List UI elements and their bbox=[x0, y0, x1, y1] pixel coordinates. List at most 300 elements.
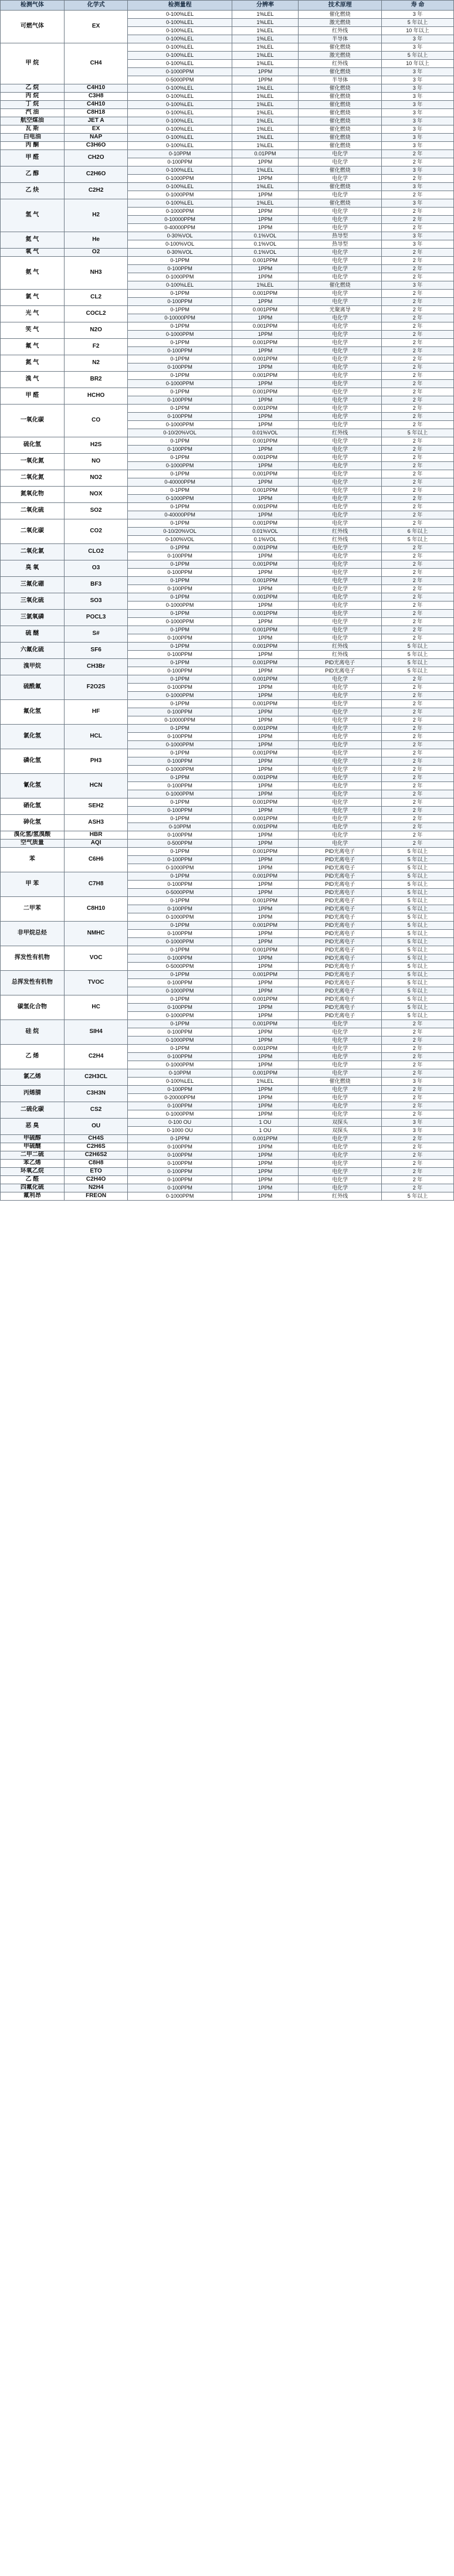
cell-technology: 电化学 bbox=[299, 191, 382, 199]
cell-lifetime: 2 年 bbox=[382, 577, 454, 585]
cell-resolution: 0.001PPM bbox=[232, 437, 298, 446]
table-row bbox=[1, 946, 454, 954]
cell-range: 0-100PPM bbox=[128, 733, 232, 741]
cell-range: 0-1000PPM bbox=[128, 790, 232, 798]
cell-formula: C4H10 bbox=[64, 84, 128, 93]
cell-resolution: 0.001PPM bbox=[232, 815, 298, 823]
cell-gas: 乙 烯 bbox=[1, 1045, 65, 1069]
cell-resolution: 1%LEL bbox=[232, 183, 298, 191]
cell-resolution: 1PPM bbox=[232, 1192, 298, 1201]
cell-formula: CH3Br bbox=[64, 659, 128, 675]
cell-range: 0-1PPM bbox=[128, 577, 232, 585]
cell-gas: 二甲二硫 bbox=[1, 1151, 65, 1160]
cell-range: 0-100PPM bbox=[128, 1184, 232, 1192]
table-row bbox=[1, 101, 454, 109]
cell-lifetime: 2 年 bbox=[382, 610, 454, 618]
cell-resolution: 1PPM bbox=[232, 741, 298, 749]
cell-resolution: 1PPM bbox=[232, 684, 298, 692]
cell-formula: EX bbox=[64, 125, 128, 134]
cell-range: 0-100%LEL bbox=[128, 43, 232, 52]
cell-resolution: 0.001PPM bbox=[232, 257, 298, 265]
cell-technology: 电化学 bbox=[299, 290, 382, 298]
cell-technology: 催化燃烧 bbox=[299, 142, 382, 150]
cell-lifetime: 2 年 bbox=[382, 421, 454, 429]
cell-range: 0-100 OU bbox=[128, 1119, 232, 1127]
cell-formula: POCL3 bbox=[64, 610, 128, 626]
cell-technology: 电化学 bbox=[299, 363, 382, 372]
cell-range: 0-100PPM bbox=[128, 1086, 232, 1094]
table-row bbox=[1, 1135, 454, 1143]
cell-technology: 电化学 bbox=[299, 331, 382, 339]
cell-lifetime: 5 年以上 bbox=[382, 938, 454, 946]
table-row bbox=[1, 675, 454, 684]
cell-resolution: 1%LEL bbox=[232, 93, 298, 101]
cell-technology: 红外线 bbox=[299, 651, 382, 659]
cell-technology: 电化学 bbox=[299, 216, 382, 224]
cell-resolution: 1PPM bbox=[232, 938, 298, 946]
table-row bbox=[1, 872, 454, 881]
cell-lifetime: 5 年以上 bbox=[382, 848, 454, 856]
cell-formula: HBR bbox=[64, 831, 128, 840]
cell-technology: 电化学 bbox=[299, 446, 382, 454]
cell-technology: 电化学 bbox=[299, 1184, 382, 1192]
cell-lifetime: 2 年 bbox=[382, 552, 454, 560]
cell-lifetime: 2 年 bbox=[382, 1135, 454, 1143]
cell-resolution: 1%LEL bbox=[232, 281, 298, 290]
cell-resolution: 1%LEL bbox=[232, 117, 298, 125]
cell-lifetime: 5 年以上 bbox=[382, 1192, 454, 1201]
cell-technology: 电化学 bbox=[299, 421, 382, 429]
cell-gas: 乙 烷 bbox=[1, 84, 65, 93]
cell-resolution: 1PPM bbox=[232, 733, 298, 741]
header-lifetime: 寿 命 bbox=[382, 1, 454, 11]
cell-gas: 非甲烷总烃 bbox=[1, 922, 65, 946]
cell-resolution: 0.001PPM bbox=[232, 675, 298, 684]
cell-resolution: 1%LEL bbox=[232, 84, 298, 93]
table-row bbox=[1, 1102, 454, 1110]
cell-lifetime: 2 年 bbox=[382, 544, 454, 552]
cell-range: 0-100PPM bbox=[128, 930, 232, 938]
cell-range: 0-1PPM bbox=[128, 659, 232, 667]
cell-range: 0-100%LEL bbox=[128, 1078, 232, 1086]
cell-range: 0-1PPM bbox=[128, 257, 232, 265]
cell-lifetime: 3 年 bbox=[382, 84, 454, 93]
cell-range: 0-1PPM bbox=[128, 725, 232, 733]
cell-resolution: 0.001PPM bbox=[232, 388, 298, 396]
cell-technology: 催化燃烧 bbox=[299, 281, 382, 290]
cell-range: 0-100PPM bbox=[128, 1176, 232, 1184]
cell-resolution: 1PPM bbox=[232, 413, 298, 421]
table-row bbox=[1, 995, 454, 1004]
cell-resolution: 1 OU bbox=[232, 1119, 298, 1127]
cell-lifetime: 5 年以上 bbox=[382, 946, 454, 954]
cell-lifetime: 5 年以上 bbox=[382, 963, 454, 971]
cell-resolution: 1PPM bbox=[232, 1168, 298, 1176]
cell-resolution: 1PPM bbox=[232, 979, 298, 987]
cell-range: 0-1000PPM bbox=[128, 191, 232, 199]
cell-range: 0-1PPM bbox=[128, 339, 232, 347]
cell-lifetime: 2 年 bbox=[382, 1086, 454, 1094]
cell-technology: 电化学 bbox=[299, 413, 382, 421]
cell-formula: S# bbox=[64, 626, 128, 643]
cell-resolution: 1%LEL bbox=[232, 19, 298, 27]
cell-lifetime: 2 年 bbox=[382, 618, 454, 626]
cell-range: 0-100PPM bbox=[128, 158, 232, 166]
cell-resolution: 0.001PPM bbox=[232, 519, 298, 528]
cell-range: 0-10/20%VOL bbox=[128, 429, 232, 437]
cell-lifetime: 2 年 bbox=[382, 1143, 454, 1151]
table-row bbox=[1, 43, 454, 52]
table-row bbox=[1, 1168, 454, 1176]
cell-range: 0-100%LEL bbox=[128, 93, 232, 101]
table-row bbox=[1, 93, 454, 101]
cell-technology: 电化学 bbox=[299, 757, 382, 766]
cell-lifetime: 2 年 bbox=[382, 446, 454, 454]
cell-resolution: 0.001PPM bbox=[232, 897, 298, 905]
cell-formula: N2O bbox=[64, 322, 128, 339]
cell-range: 0-1PPM bbox=[128, 503, 232, 511]
cell-resolution: 1PPM bbox=[232, 191, 298, 199]
cell-technology: 电化学 bbox=[299, 1110, 382, 1119]
cell-gas: 航空煤油 bbox=[1, 117, 65, 125]
cell-technology: 红外线 bbox=[299, 60, 382, 68]
cell-lifetime: 5 年以上 bbox=[382, 856, 454, 864]
cell-range: 0-100PPM bbox=[128, 634, 232, 643]
cell-resolution: 1PPM bbox=[232, 766, 298, 774]
cell-lifetime: 3 年 bbox=[382, 101, 454, 109]
cell-gas: 四氟化硫 bbox=[1, 1184, 65, 1192]
cell-range: 0-100%LEL bbox=[128, 117, 232, 125]
header-gas: 检测气体 bbox=[1, 1, 65, 11]
cell-formula: VOC bbox=[64, 946, 128, 971]
cell-range: 0-1000PPM bbox=[128, 987, 232, 995]
cell-resolution: 1PPM bbox=[232, 1012, 298, 1020]
cell-resolution: 1PPM bbox=[232, 462, 298, 470]
cell-lifetime: 2 年 bbox=[382, 831, 454, 840]
cell-resolution: 1PPM bbox=[232, 807, 298, 815]
header-resolution: 分辨率 bbox=[232, 1, 298, 11]
cell-range: 0-10000PPM bbox=[128, 216, 232, 224]
cell-technology: 电化学 bbox=[299, 1028, 382, 1036]
cell-technology: 电化学 bbox=[299, 1020, 382, 1028]
cell-resolution: 0.001PPM bbox=[232, 577, 298, 585]
table-row bbox=[1, 840, 454, 848]
cell-formula: F2 bbox=[64, 339, 128, 355]
cell-lifetime: 2 年 bbox=[382, 454, 454, 462]
cell-resolution: 1PPM bbox=[232, 76, 298, 84]
cell-technology: 电化学 bbox=[299, 840, 382, 848]
cell-resolution: 1PPM bbox=[232, 913, 298, 922]
cell-resolution: 0.001PPM bbox=[232, 290, 298, 298]
cell-formula: C2H6O bbox=[64, 166, 128, 183]
cell-lifetime: 2 年 bbox=[382, 306, 454, 314]
cell-range: 0-100%LEL bbox=[128, 199, 232, 208]
cell-formula: C8H18 bbox=[64, 109, 128, 117]
cell-lifetime: 2 年 bbox=[382, 158, 454, 166]
table-row bbox=[1, 519, 454, 528]
cell-lifetime: 3 年 bbox=[382, 125, 454, 134]
cell-resolution: 1PPM bbox=[232, 224, 298, 232]
cell-resolution: 1%LEL bbox=[232, 52, 298, 60]
cell-resolution: 1%LEL bbox=[232, 43, 298, 52]
cell-technology: PID光离电子 bbox=[299, 963, 382, 971]
cell-resolution: 1PPM bbox=[232, 1061, 298, 1069]
cell-lifetime: 2 年 bbox=[382, 150, 454, 158]
cell-formula: SIH4 bbox=[64, 1020, 128, 1045]
cell-range: 0-100PPM bbox=[128, 1053, 232, 1061]
cell-resolution: 0.001PPM bbox=[232, 700, 298, 708]
cell-range: 0-1PPM bbox=[128, 322, 232, 331]
cell-lifetime: 3 年 bbox=[382, 142, 454, 150]
cell-range: 0-1PPM bbox=[128, 290, 232, 298]
cell-lifetime: 2 年 bbox=[382, 1028, 454, 1036]
table-row bbox=[1, 183, 454, 191]
table-header-row bbox=[1, 1, 454, 11]
cell-range: 0-100PPM bbox=[128, 757, 232, 766]
cell-resolution: 0.001PPM bbox=[232, 659, 298, 667]
cell-resolution: 1PPM bbox=[232, 298, 298, 306]
cell-gas: 三氯氧磷 bbox=[1, 610, 65, 626]
cell-resolution: 1PPM bbox=[232, 216, 298, 224]
cell-gas: 光 气 bbox=[1, 306, 65, 322]
cell-resolution: 0.001PPM bbox=[232, 405, 298, 413]
cell-technology: 电化学 bbox=[299, 577, 382, 585]
cell-range: 0-1000PPM bbox=[128, 273, 232, 281]
cell-range: 0-100%LEL bbox=[128, 125, 232, 134]
cell-resolution: 1%LEL bbox=[232, 142, 298, 150]
cell-resolution: 0.001PPM bbox=[232, 1045, 298, 1053]
cell-resolution: 0.01PPM bbox=[232, 150, 298, 158]
cell-resolution: 0.001PPM bbox=[232, 372, 298, 380]
cell-lifetime: 2 年 bbox=[382, 569, 454, 577]
cell-range: 0-100PPM bbox=[128, 413, 232, 421]
cell-technology: 电化学 bbox=[299, 725, 382, 733]
cell-gas: 甲 苯 bbox=[1, 872, 65, 897]
table-row bbox=[1, 1151, 454, 1160]
cell-gas: 磷化氢 bbox=[1, 749, 65, 774]
cell-lifetime: 3 年 bbox=[382, 43, 454, 52]
cell-technology: 电化学 bbox=[299, 150, 382, 158]
cell-range: 0-40000PPM bbox=[128, 511, 232, 519]
cell-formula: N2 bbox=[64, 355, 128, 372]
cell-gas: 溴化氢/氢溴酸 bbox=[1, 831, 65, 840]
cell-range: 0-1PPM bbox=[128, 815, 232, 823]
cell-technology: PID光离电子 bbox=[299, 995, 382, 1004]
table-row bbox=[1, 11, 454, 19]
cell-range: 0-100PPM bbox=[128, 298, 232, 306]
cell-formula: H2S bbox=[64, 437, 128, 454]
cell-range: 0-100PPM bbox=[128, 684, 232, 692]
cell-technology: PID光离电子 bbox=[299, 848, 382, 856]
cell-technology: 催化燃烧 bbox=[299, 125, 382, 134]
cell-range: 0-100%LEL bbox=[128, 52, 232, 60]
cell-range: 0-1PPM bbox=[128, 355, 232, 363]
cell-range: 0-5000PPM bbox=[128, 76, 232, 84]
cell-lifetime: 3 年 bbox=[382, 109, 454, 117]
cell-range: 0-100%LEL bbox=[128, 142, 232, 150]
cell-range: 0-100%LEL bbox=[128, 281, 232, 290]
cell-lifetime: 3 年 bbox=[382, 1078, 454, 1086]
cell-gas: 甲 烷 bbox=[1, 43, 65, 84]
cell-formula: FREON bbox=[64, 1192, 128, 1201]
cell-range: 0-100PPM bbox=[128, 1160, 232, 1168]
cell-range: 0-1000PPM bbox=[128, 1061, 232, 1069]
cell-resolution: 1PPM bbox=[232, 1151, 298, 1160]
table-row bbox=[1, 84, 454, 93]
cell-resolution: 1PPM bbox=[232, 208, 298, 216]
cell-gas: 恶 臭 bbox=[1, 1119, 65, 1135]
cell-technology: 电化学 bbox=[299, 700, 382, 708]
cell-range: 0-100PPM bbox=[128, 856, 232, 864]
cell-resolution: 0.001PPM bbox=[232, 643, 298, 651]
cell-range: 0-100PPM bbox=[128, 807, 232, 815]
cell-technology: 电化学 bbox=[299, 405, 382, 413]
cell-lifetime: 5 年以上 bbox=[382, 971, 454, 979]
cell-range: 0-5000PPM bbox=[128, 889, 232, 897]
cell-resolution: 0.001PPM bbox=[232, 1020, 298, 1028]
cell-technology: PID光离电子 bbox=[299, 856, 382, 864]
cell-gas: 苯乙烯 bbox=[1, 1160, 65, 1168]
cell-technology: PID光离电子 bbox=[299, 913, 382, 922]
cell-range: 0-1PPM bbox=[128, 922, 232, 930]
cell-technology: 电化学 bbox=[299, 1094, 382, 1102]
cell-gas: 甲 醛 bbox=[1, 388, 65, 405]
cell-technology: 催化燃烧 bbox=[299, 101, 382, 109]
cell-resolution: 0.001PPM bbox=[232, 544, 298, 552]
cell-technology: PID光离电子 bbox=[299, 864, 382, 872]
cell-lifetime: 2 年 bbox=[382, 626, 454, 634]
cell-gas: 硒化氢 bbox=[1, 798, 65, 815]
cell-lifetime: 3 年 bbox=[382, 35, 454, 43]
cell-technology: PID光离电子 bbox=[299, 889, 382, 897]
cell-range: 0-1000PPM bbox=[128, 380, 232, 388]
cell-lifetime: 5 年以上 bbox=[382, 995, 454, 1004]
cell-lifetime: 5 年以上 bbox=[382, 913, 454, 922]
cell-formula: COCL2 bbox=[64, 306, 128, 322]
cell-resolution: 1PPM bbox=[232, 831, 298, 840]
cell-formula: ASH3 bbox=[64, 815, 128, 831]
cell-technology: 电化学 bbox=[299, 585, 382, 593]
cell-technology: 电化学 bbox=[299, 774, 382, 782]
cell-technology: PID光离电子 bbox=[299, 930, 382, 938]
cell-gas: 氢 气 bbox=[1, 199, 65, 232]
cell-formula: CO bbox=[64, 405, 128, 437]
table-row bbox=[1, 1069, 454, 1078]
cell-range: 0-1PPM bbox=[128, 1045, 232, 1053]
cell-range: 0-100PPM bbox=[128, 979, 232, 987]
cell-range: 0-1PPM bbox=[128, 560, 232, 569]
cell-resolution: 1PPM bbox=[232, 1176, 298, 1184]
cell-resolution: 1PPM bbox=[232, 569, 298, 577]
table-row bbox=[1, 659, 454, 667]
cell-lifetime: 2 年 bbox=[382, 1151, 454, 1160]
cell-technology: 催化燃烧 bbox=[299, 117, 382, 125]
cell-resolution: 0.001PPM bbox=[232, 971, 298, 979]
cell-range: 0-10/20%VOL bbox=[128, 528, 232, 536]
table-row bbox=[1, 1184, 454, 1192]
table-row bbox=[1, 1192, 454, 1201]
cell-lifetime: 2 年 bbox=[382, 798, 454, 807]
cell-formula: HCN bbox=[64, 774, 128, 798]
cell-resolution: 1PPM bbox=[232, 585, 298, 593]
cell-gas: 氦 气 bbox=[1, 232, 65, 249]
cell-gas: 三氟化硼 bbox=[1, 577, 65, 593]
cell-lifetime: 3 年 bbox=[382, 93, 454, 101]
cell-gas: 溴 气 bbox=[1, 372, 65, 388]
cell-technology: 电化学 bbox=[299, 495, 382, 503]
cell-range: 0-100PPM bbox=[128, 954, 232, 963]
cell-technology: 电化学 bbox=[299, 1143, 382, 1151]
cell-lifetime: 2 年 bbox=[382, 405, 454, 413]
cell-lifetime: 2 年 bbox=[382, 1020, 454, 1028]
cell-range: 0-1PPM bbox=[128, 946, 232, 954]
cell-range: 0-1000PPM bbox=[128, 766, 232, 774]
cell-lifetime: 2 年 bbox=[382, 1160, 454, 1168]
cell-formula: TVOC bbox=[64, 971, 128, 995]
cell-lifetime: 2 年 bbox=[382, 749, 454, 757]
cell-formula: C2H4 bbox=[64, 1045, 128, 1069]
cell-formula: C2H3CL bbox=[64, 1069, 128, 1086]
cell-range: 0-1PPM bbox=[128, 700, 232, 708]
table-row bbox=[1, 322, 454, 331]
cell-resolution: 1PPM bbox=[232, 1102, 298, 1110]
cell-lifetime: 3 年 bbox=[382, 183, 454, 191]
cell-resolution: 1PPM bbox=[232, 987, 298, 995]
cell-range: 0-10PPM bbox=[128, 1069, 232, 1078]
cell-formula: SO3 bbox=[64, 593, 128, 610]
cell-formula: C4H10 bbox=[64, 101, 128, 109]
cell-range: 0-1000PPM bbox=[128, 913, 232, 922]
cell-lifetime: 2 年 bbox=[382, 782, 454, 790]
cell-technology: 电化学 bbox=[299, 675, 382, 684]
cell-gas: 六氟化硫 bbox=[1, 643, 65, 659]
cell-resolution: 1PPM bbox=[232, 68, 298, 76]
cell-lifetime: 2 年 bbox=[382, 478, 454, 487]
cell-lifetime: 2 年 bbox=[382, 224, 454, 232]
cell-range: 0-500PPM bbox=[128, 840, 232, 848]
cell-formula: NO bbox=[64, 454, 128, 470]
cell-resolution: 0.001PPM bbox=[232, 470, 298, 478]
cell-gas: 挥发性有机物 bbox=[1, 946, 65, 971]
cell-range: 0-100%VOL bbox=[128, 536, 232, 544]
table-row bbox=[1, 1086, 454, 1094]
cell-technology: 催化燃烧 bbox=[299, 93, 382, 101]
table-row bbox=[1, 831, 454, 840]
table-row bbox=[1, 774, 454, 782]
table-row bbox=[1, 577, 454, 585]
cell-technology: 双探头 bbox=[299, 1119, 382, 1127]
cell-technology: 电化学 bbox=[299, 560, 382, 569]
cell-lifetime: 3 年 bbox=[382, 1127, 454, 1135]
cell-lifetime: 2 年 bbox=[382, 257, 454, 265]
cell-formula: C2H6S bbox=[64, 1143, 128, 1151]
cell-lifetime: 2 年 bbox=[382, 585, 454, 593]
cell-resolution: 0.001PPM bbox=[232, 593, 298, 601]
cell-lifetime: 5 年以上 bbox=[382, 897, 454, 905]
cell-lifetime: 5 年以上 bbox=[382, 987, 454, 995]
cell-formula: HC bbox=[64, 995, 128, 1020]
table-row bbox=[1, 142, 454, 150]
cell-range: 0-100PPM bbox=[128, 396, 232, 405]
cell-technology: 电化学 bbox=[299, 273, 382, 281]
cell-resolution: 0.001PPM bbox=[232, 610, 298, 618]
cell-technology: PID光离电子 bbox=[299, 1004, 382, 1012]
cell-lifetime: 2 年 bbox=[382, 774, 454, 782]
cell-technology: 催化燃烧 bbox=[299, 166, 382, 175]
cell-range: 0-1PPM bbox=[128, 872, 232, 881]
cell-technology: 电化学 bbox=[299, 1176, 382, 1184]
cell-gas: 丙烯腈 bbox=[1, 1086, 65, 1102]
